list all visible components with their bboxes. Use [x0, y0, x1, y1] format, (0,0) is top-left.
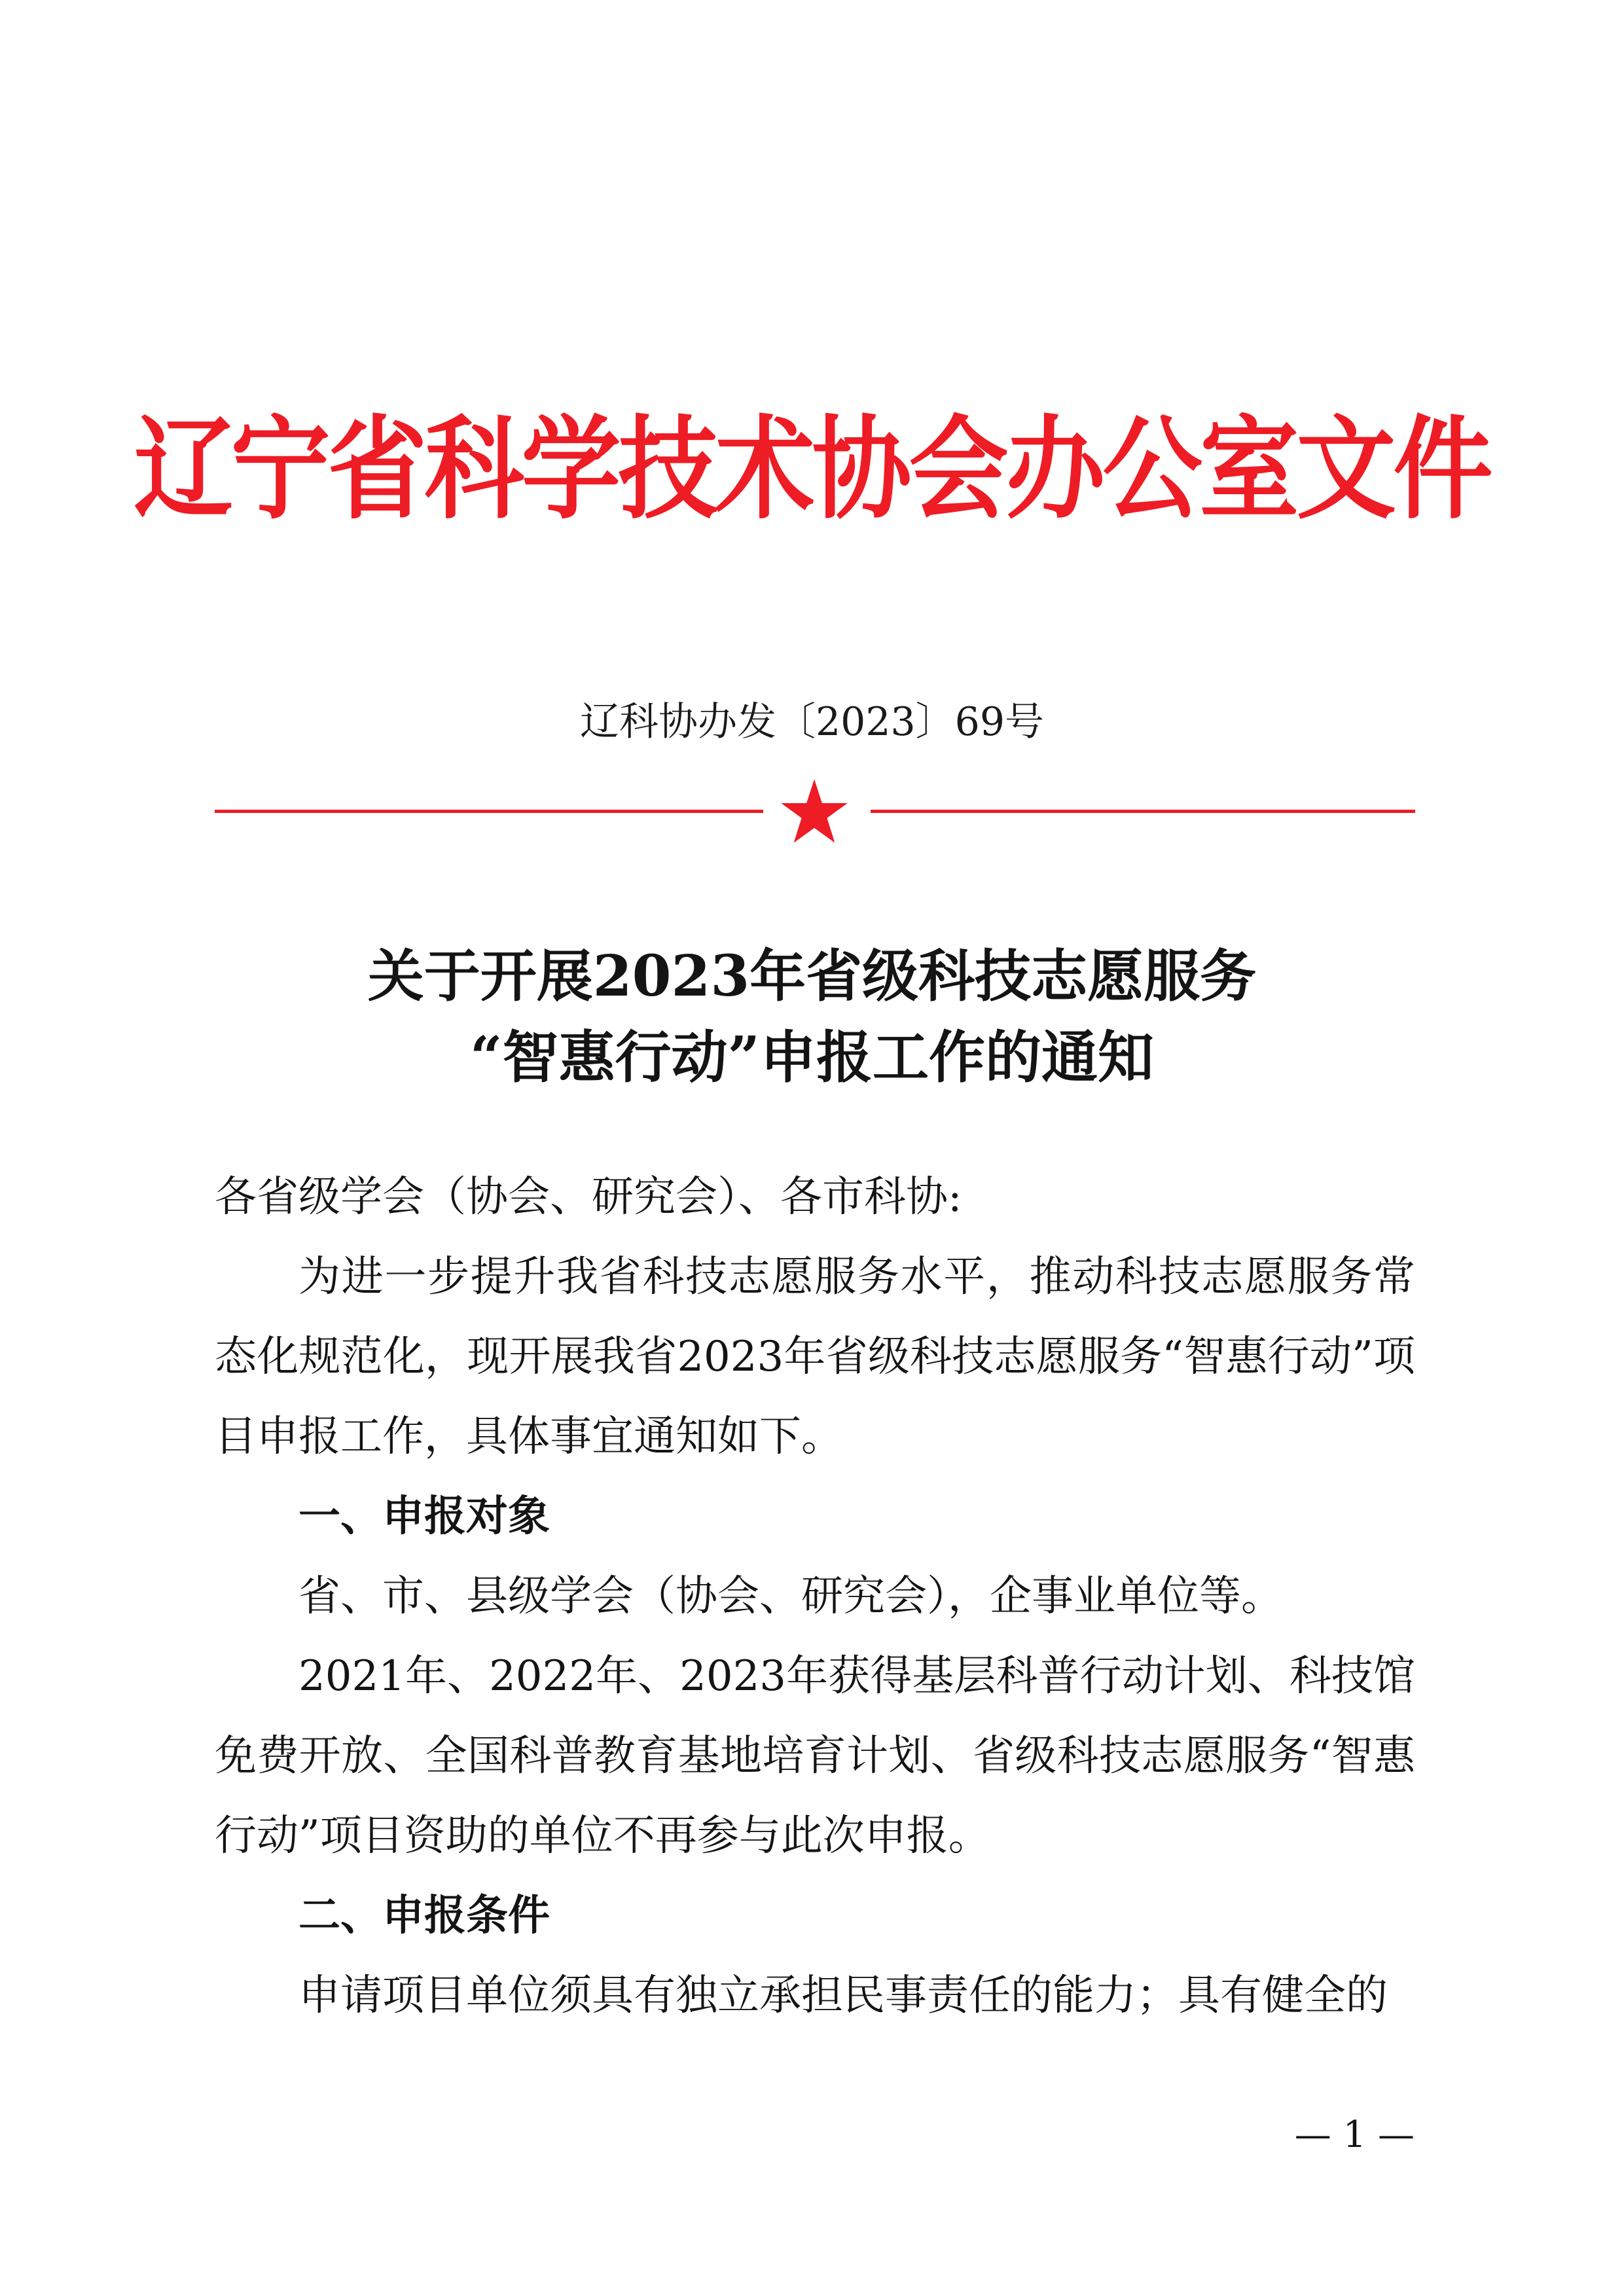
- section-2-heading: 二、申报条件: [298, 1892, 550, 1940]
- header-divider-right: [871, 810, 1415, 813]
- notice-title: [0, 936, 1624, 1098]
- header-divider-left: [215, 810, 763, 813]
- org-header-title: 辽宁省科学技术协会办公室文件: [134, 404, 1490, 535]
- section-1-paragraph-1: 省、市、县级学会（协会、研究会），企事业单位等。: [298, 1572, 1283, 1621]
- star-icon: [779, 776, 850, 847]
- section-1-paragraph-2: 2021年、2022年、2023年获得基层科普行动计划、科技馆免费开放、全国科普教育基地培育计划、省级科技志愿服务“智惠行动”项目资助的单位不再参与此次申报。: [215, 1652, 1415, 1860]
- page-number: — 1 —: [1294, 2114, 1415, 2156]
- section-2-paragraph-1: 申请项目单位须具有独立承担民事责任的能力；具有健全的: [298, 1972, 1388, 2020]
- intro-paragraph: 为进一步提升我省科技志愿服务水平，推动科技志愿服务常态化规范化，现开展我省2023年省级科技志愿服务“智惠行动”项目申报工作，具体事宜通知如下。: [215, 1253, 1415, 1461]
- notice-body: [215, 1157, 1415, 2036]
- section-1-heading: 一、申报对象: [298, 1492, 550, 1541]
- document-number: 辽科协办发〔2023〕69号: [579, 699, 1045, 745]
- salutation: 各省级学会（协会、研究会）、各市科协:: [215, 1173, 962, 1221]
- notice-title-line-2: “智惠行动”申报工作的通知: [470, 1024, 1154, 1090]
- notice-title-line-1: 关于开展2023年省级科技志愿服务: [367, 943, 1257, 1009]
